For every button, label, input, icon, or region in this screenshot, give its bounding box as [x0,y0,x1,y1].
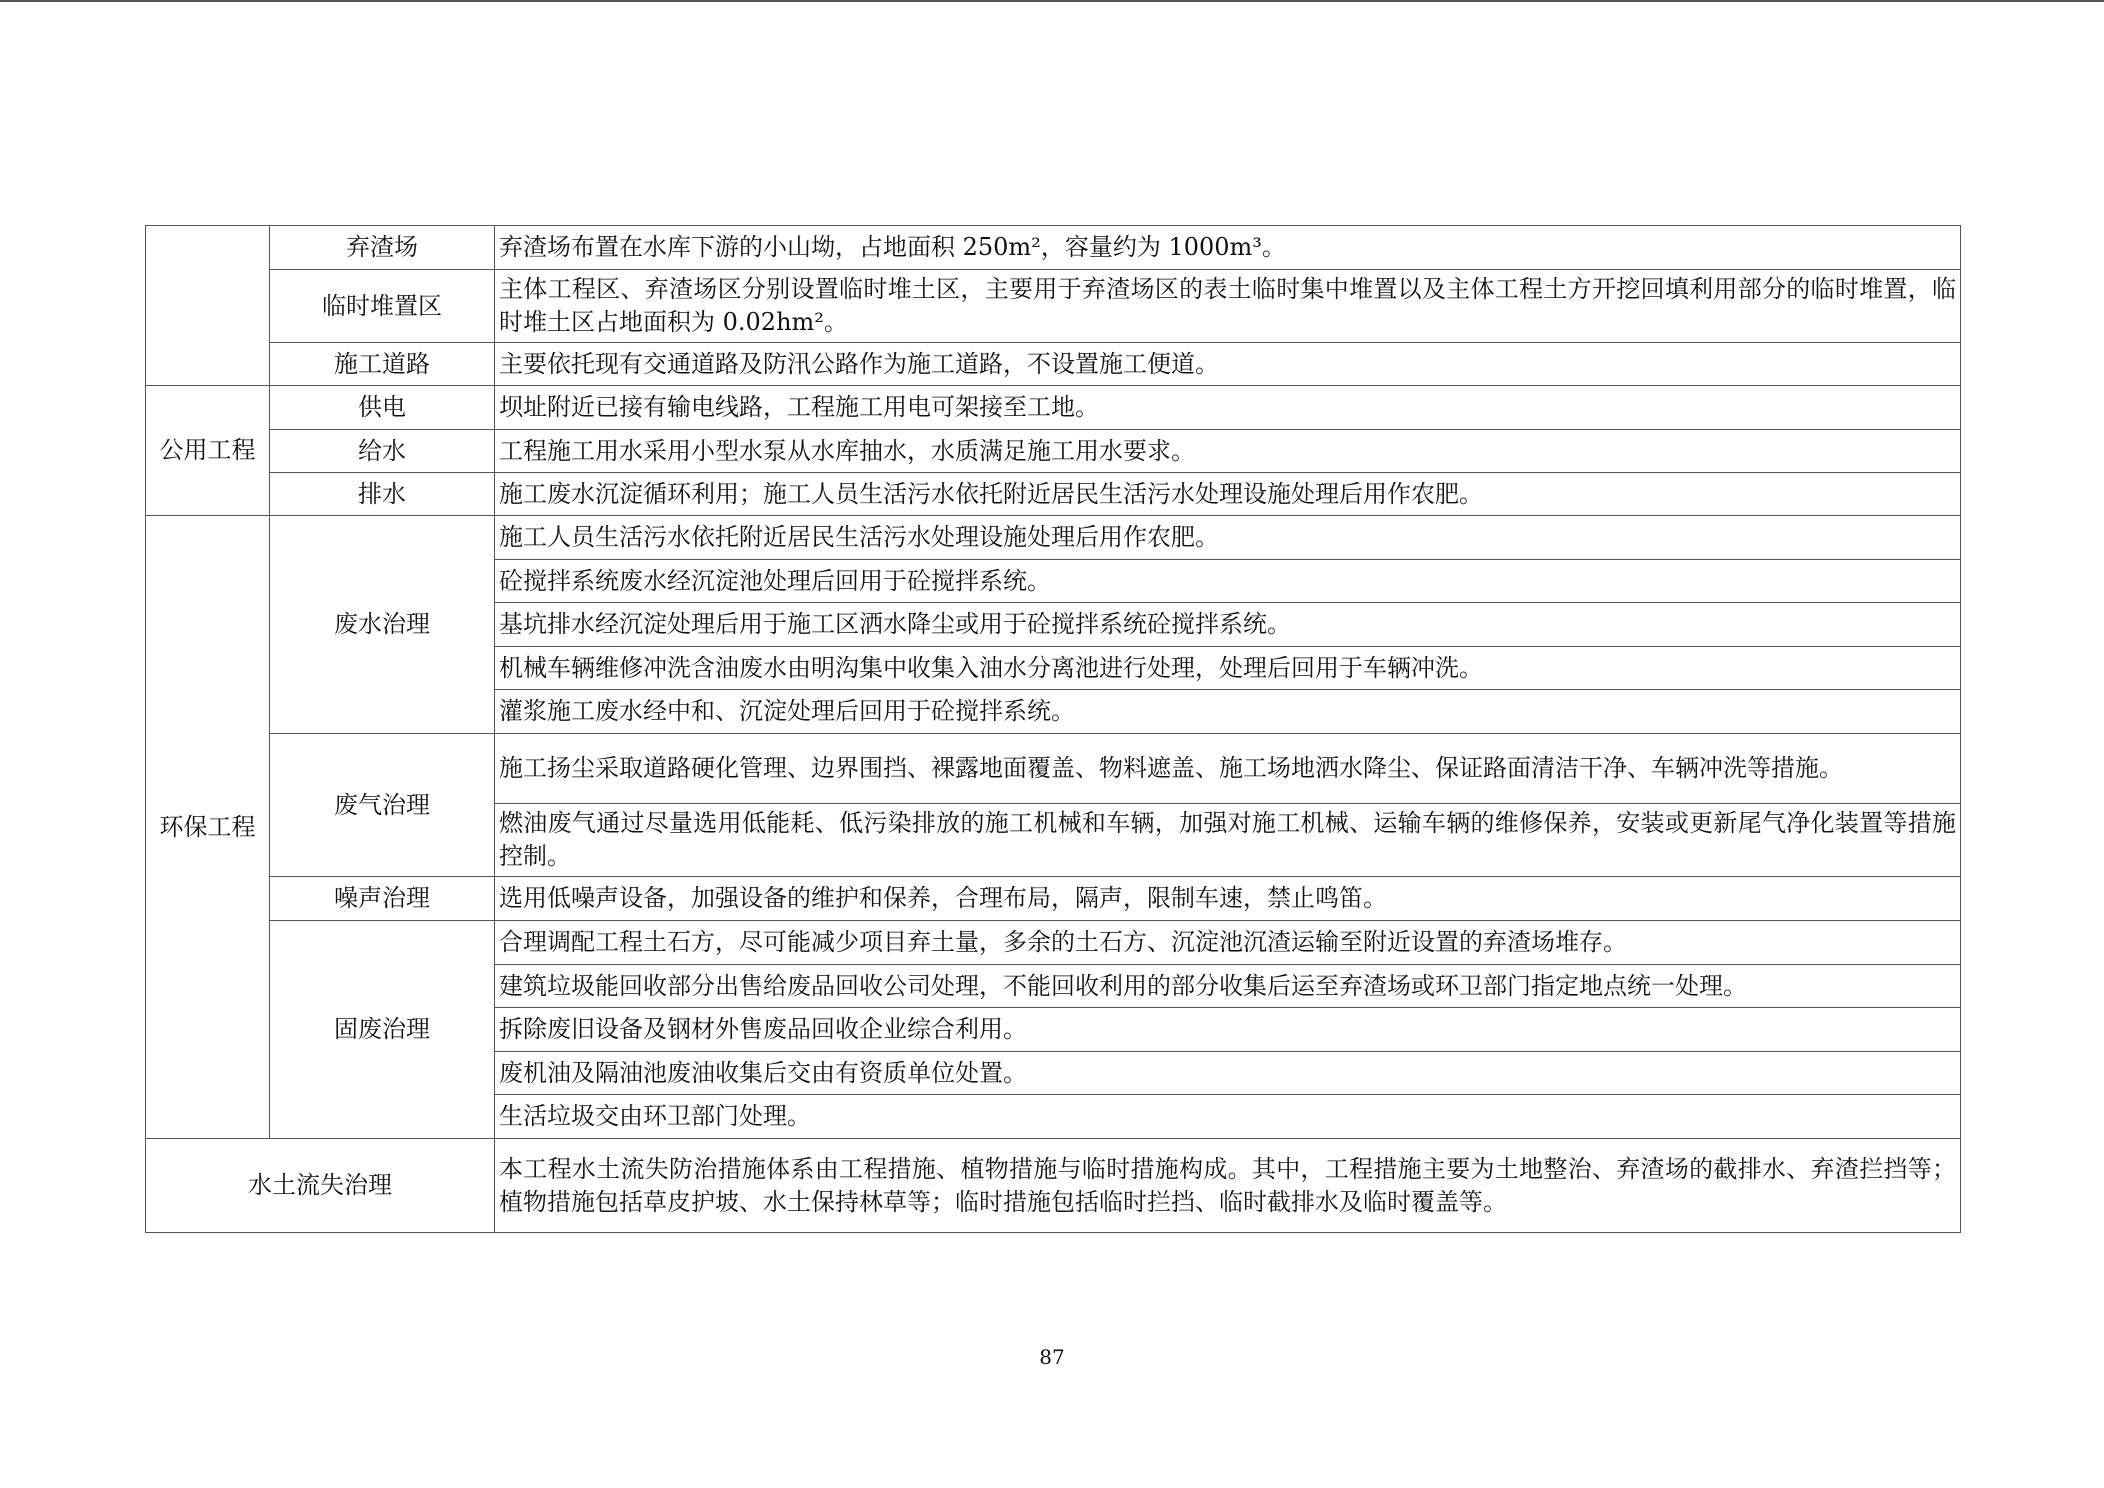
subitem-cell-wastewater: 废水治理 [270,516,495,734]
description-cell: 灌浆施工废水经中和、沉淀处理后回用于砼搅拌系统。 [495,690,1961,734]
subitem-cell: 排水 [270,473,495,516]
page-number: 87 [1039,1345,1065,1369]
description-cell: 主要依托现有交通道路及防汛公路作为施工道路，不设置施工便道。 [495,343,1961,386]
project-composition-table [145,225,1961,1233]
subitem-cell: 施工道路 [270,343,495,386]
subitem-cell-noise: 噪声治理 [270,877,495,921]
description-cell: 选用低噪声设备，加强设备的维护和保养，合理布局，隔声，限制车速，禁止鸣笛。 [495,877,1961,921]
subitem-cell: 供电 [270,386,495,430]
description-cell: 建筑垃圾能回收部分出售给废品回收公司处理，不能回收利用的部分收集后运至弃渣场或环卫部门指定地点统一处理。 [495,965,1961,1008]
table-row [146,473,1961,516]
category-cell-blank [146,226,270,386]
category-cell-soil-erosion: 水土流失治理 [146,1139,495,1233]
subitem-cell: 临时堆置区 [270,270,495,343]
description-cell: 燃油废气通过尽量选用低能耗、低污染排放的施工机械和车辆，加强对施工机械、运输车辆的维修保养，安装或更新尾气净化装置等措施控制。 [495,804,1961,877]
description-cell: 主体工程区、弃渣场区分别设置临时堆土区，主要用于弃渣场区的表土临时集中堆置以及主体工程土方开挖回填利用部分的临时堆置，临时堆土区占地面积为 0.02hm²。 [495,270,1961,343]
category-cell-public-works: 公用工程 [146,386,270,516]
description-cell: 本工程水土流失防治措施体系由工程措施、植物措施与临时措施构成。其中，工程措施主要为土地整治、弃渣场的截排水、弃渣拦挡等；植物措施包括草皮护坡、水土保持林草等；临时措施包括临时拦挡、临时截排水及临时覆盖等。 [495,1139,1961,1233]
description-cell: 工程施工用水采用小型水泵从水库抽水，水质满足施工用水要求。 [495,430,1961,473]
table-row [146,877,1961,921]
description-cell: 机械车辆维修冲洗含油废水由明沟集中收集入油水分离池进行处理，处理后回用于车辆冲洗。 [495,647,1961,690]
description-cell: 拆除废旧设备及钢材外售废品回收企业综合利用。 [495,1008,1961,1052]
description-cell: 坝址附近已接有输电线路，工程施工用电可架接至工地。 [495,386,1961,430]
description-cell: 废机油及隔油池废油收集后交由有资质单位处置。 [495,1052,1961,1095]
table-row [146,516,1961,560]
description-cell: 生活垃圾交由环卫部门处理。 [495,1095,1961,1139]
table-row [146,1139,1961,1233]
description-cell: 基坑排水经沉淀处理后用于施工区洒水降尘或用于砼搅拌系统砼搅拌系统。 [495,603,1961,647]
table-row [146,386,1961,430]
description-cell: 弃渣场布置在水库下游的小山坳，占地面积 250m²，容量约为 1000m³。 [495,226,1961,270]
table-row [146,270,1961,343]
description-cell: 施工废水沉淀循环利用；施工人员生活污水依托附近居民生活污水处理设施处理后用作农肥。 [495,473,1961,516]
description-cell: 砼搅拌系统废水经沉淀池处理后回用于砼搅拌系统。 [495,560,1961,603]
subitem-cell: 给水 [270,430,495,473]
subitem-cell: 弃渣场 [270,226,495,270]
subitem-cell-exhaust: 废气治理 [270,734,495,877]
description-cell: 合理调配工程土石方，尽可能减少项目弃土量，多余的土石方、沉淀池沉渣运输至附近设置的弃渣场堆存。 [495,921,1961,965]
description-cell: 施工扬尘采取道路硬化管理、边界围挡、裸露地面覆盖、物料遮盖、施工场地洒水降尘、保证路面清洁干净、车辆冲洗等措施。 [495,734,1961,804]
table-row [146,343,1961,386]
description-cell: 施工人员生活污水依托附近居民生活污水处理设施处理后用作农肥。 [495,516,1961,560]
subitem-cell-solid-waste: 固废治理 [270,921,495,1139]
table-row [146,226,1961,270]
category-cell-environmental-works: 环保工程 [146,516,270,1139]
table-row [146,921,1961,965]
table-row [146,430,1961,473]
page-top-border [0,0,2104,2]
table-row [146,734,1961,804]
